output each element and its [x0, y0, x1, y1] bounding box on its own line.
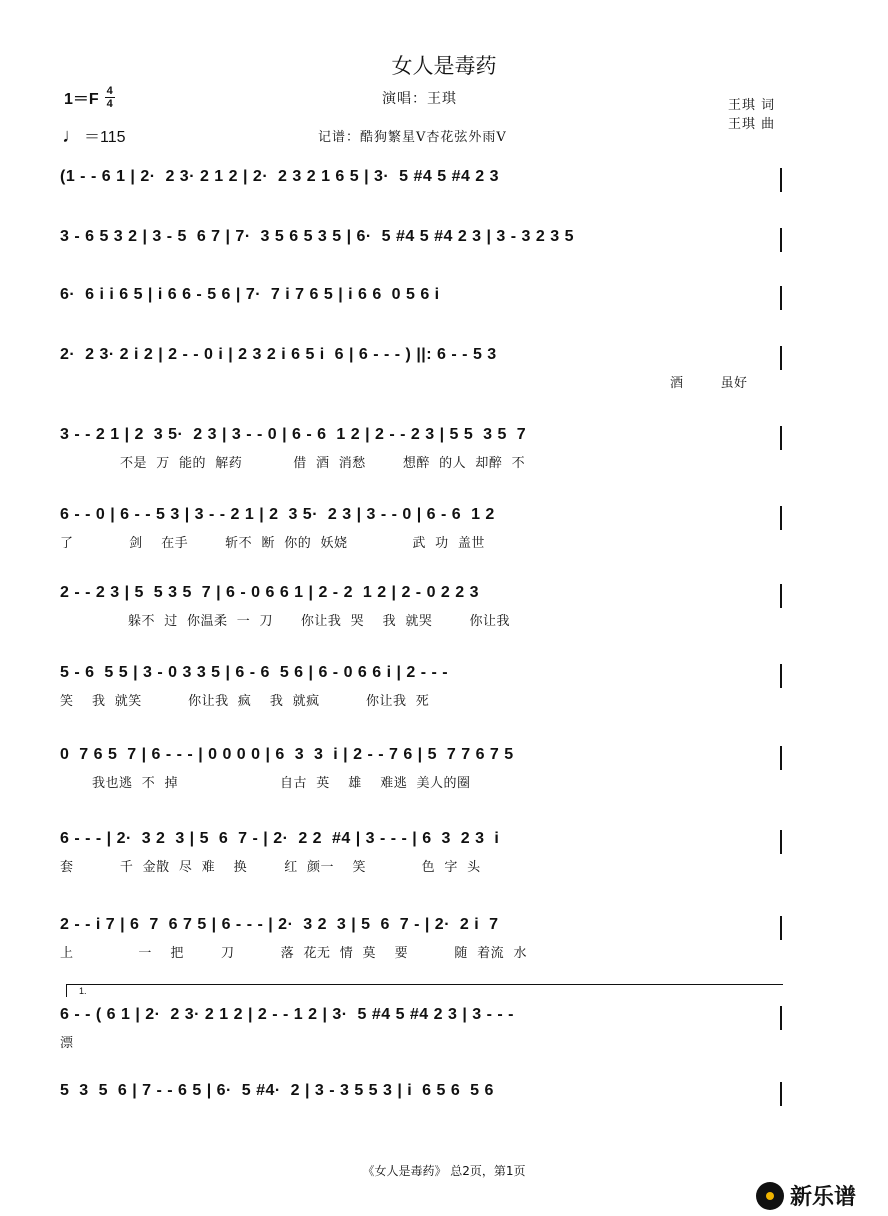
page-footer: 《女人是毒药》 总2页，第1页 [362, 1164, 526, 1178]
notation-line: 2 - - 2 3 | 5 5 3 5 7 | 6 - 0 6 6 1 | 2 - 2 1 2 | 2 - 0 2 2 3 [60, 584, 480, 601]
barline [780, 830, 782, 854]
quarter-note-icon: ♩ [62, 124, 82, 147]
notation-line: 3 - 6 5 3 2 | 3 - 5 6 7 | 7· 3 5 6 5 3 5 | 6· 5 #4 5 #4 2 3 | 3 - 3 2 3 5 [60, 228, 574, 245]
notation-line: 6 - - - | 2· 3 2 3 | 5 6 7 - | 2· 2 2 #4 | 3 - - - | 6 3 2 3 i [60, 830, 500, 847]
barline [780, 286, 782, 310]
tempo-marking [62, 124, 126, 147]
lyrics-line: 我也逃 不 掉 自古 英 雄 难逃 美人的圈 [92, 776, 471, 791]
lyrics-line: 了 剑 在手 斩不 断 你的 妖娆 武 功 盖世 [60, 536, 485, 551]
tempo-value: ＝115 [84, 129, 126, 146]
lyrics-line: 上 一 把 刀 落 花无 情 莫 要 随 着流 水 [60, 946, 527, 961]
key-label: 1＝F [64, 91, 99, 108]
notation-line: 0 7 6 5 7 | 6 - - - | 0 0 0 0 | 6 3 3 i | 2 - - 7 6 | 5 7 7 6 7 5 [60, 746, 514, 763]
lyrics-line: 套 千 金散 尽 难 换 红 颜一 笑 色 字 头 [60, 860, 481, 875]
record-disc-icon [756, 1182, 784, 1210]
notation-line: 6· 6 i i 6 5 | i 6 6 - 5 6 | 7· 7 i 7 6 5 | i 6 6 0 5 6 i [60, 286, 440, 303]
time-signature-bottom: 4 [106, 98, 113, 110]
barline [780, 228, 782, 252]
barline [780, 664, 782, 688]
logo-text: 新乐谱 [790, 1185, 857, 1210]
barline [780, 1082, 782, 1106]
barline [780, 584, 782, 608]
volta-label: 1. [79, 986, 87, 996]
lyrics-line: 躲不 过 你温柔 一 刀 你让我 哭 我 就哭 你让我 [128, 614, 510, 629]
barline [780, 746, 782, 770]
first-ending-bracket [66, 984, 783, 997]
barline [780, 168, 782, 192]
page-title: 女人是毒药 [391, 54, 497, 78]
notation-line: 5 - 6 5 5 | 3 - 0 3 3 5 | 6 - 6 5 6 | 6 - 0 6 6 i | 2 - - - [60, 664, 449, 681]
singer-credit: 演唱：王琪 [382, 91, 457, 107]
notation-line: 3 - - 2 1 | 2 3 5· 2 3 | 3 - - 0 | 6 - 6 1 2 | 2 - - 2 3 | 5 5 3 5 7 [60, 426, 527, 443]
notation-line: 2· 2 3· 2 i 2 | 2 - - 0 i | 2 3 2 i 6 5 i 6 | 6 - - - ) ||: 6 - - 5 3 [60, 346, 497, 363]
lyricist-credit: 王琪 词 [728, 98, 776, 113]
barline [780, 346, 782, 370]
key-signature [64, 86, 115, 109]
barline [780, 426, 782, 450]
barline [780, 506, 782, 530]
barline [780, 1006, 782, 1030]
notation-line: 6 - - 0 | 6 - - 5 3 | 3 - - 2 1 | 2 3 5· 2 3 | 3 - - 0 | 6 - 6 1 2 [60, 506, 495, 523]
notation-line: 5 3 5 6 | 7 - - 6 5 | 6· 5 #4· 2 | 3 - 3 5 5 3 | i 6 5 6 5 6 [60, 1082, 494, 1099]
notation-line: (1 - - 6 1 | 2· 2 3· 2 1 2 | 2· 2 3 2 1 6 5 | 3· 5 #4 5 #4 2 3 [60, 168, 500, 185]
transcriber-credit: 记谱：酷狗繁星V杏花弦外雨V [318, 130, 507, 145]
lyrics-line: 酒 虽好 [670, 376, 748, 391]
lyrics-line: 笑 我 就笑 你让我 疯 我 就疯 你让我 死 [60, 694, 430, 709]
lyrics-line: 不是 万 能的 解药 借 酒 消愁 想醉 的人 却醉 不 [120, 456, 526, 471]
time-signature-top: 4 [106, 85, 113, 97]
notation-line: 2 - - i 7 | 6 7 6 7 5 | 6 - - - | 2· 3 2 3 | 5 6 7 - | 2· 2 i 7 [60, 916, 499, 933]
site-logo [756, 1180, 856, 1211]
notation-line: 6 - - ( 6 1 | 2· 2 3· 2 1 2 | 2 - - 1 2 | 3· 5 #4 5 #4 2 3 | 3 - - - [60, 1006, 514, 1023]
barline [780, 916, 782, 940]
lyrics-line: 漂 [60, 1036, 74, 1051]
time-signature [105, 86, 115, 109]
composer-credit: 王琪 曲 [728, 117, 776, 132]
